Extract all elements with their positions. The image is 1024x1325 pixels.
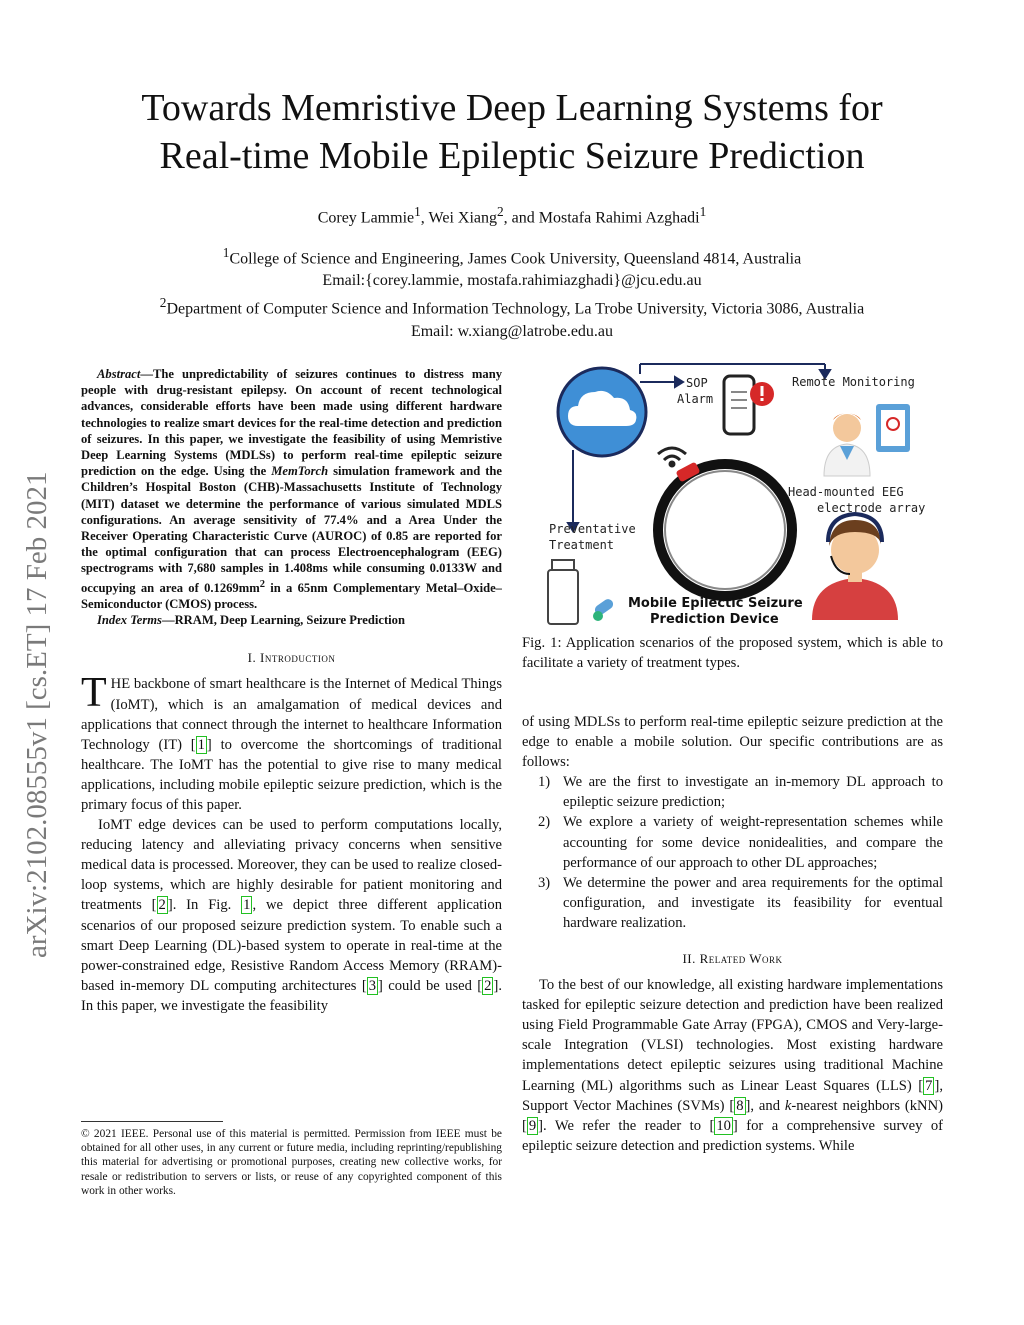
section-heading-text: I. Introduction <box>247 650 336 666</box>
paragraph-text: HE backbone of smart healthcare is the Internet of Medical Things (IoMT), which is an amalgamation of medical devices and applications that connect through the internet to healthcare Information Technology (IT) <box>81 676 502 753</box>
math-k: k <box>784 1097 792 1114</box>
author-3: Mostafa Rahimi Azghadi <box>538 209 700 227</box>
intro-continuation <box>522 712 943 772</box>
list-item <box>522 812 943 872</box>
affil-mark: 2 <box>496 204 504 219</box>
citation-link[interactable]: 7 <box>925 1077 933 1094</box>
paragraph-text: to overcome the shortcomings of traditional healthcare. The IoMT has the potential to give rise to many medical applications, including mobile epileptic seizure prediction, which is the primary focus of this paper. <box>81 736 503 813</box>
eeg-label: electrode array <box>817 501 926 515</box>
figure-link[interactable]: 1 <box>243 897 251 914</box>
memtorch-name: MemTorch <box>271 464 329 479</box>
phone-alarm-icon <box>724 376 774 434</box>
affiliations <box>60 242 964 343</box>
paragraph-text: . We refer the reader to <box>543 1117 701 1134</box>
citation-link[interactable]: 1 <box>197 736 205 753</box>
paragraph-text: , and <box>750 1097 780 1114</box>
index-terms: RRAM, Deep Learning, Seizure Prediction <box>174 613 405 628</box>
affil-mark: 1 <box>222 245 230 260</box>
patient-icon <box>812 514 898 620</box>
citation-link[interactable]: 3 <box>368 977 376 994</box>
abstract-text: simulation framework and the Children’s Hospital Boston (CHB)-Massachusetts Institute of Technology (MIT) dataset we determine the performance of various simulated MDLS configurations. An average sensitivity of 77.4% and a Area Under the Receiver Operating Characteristic Curve (AUROC) of 0.85 are reported for the optimal configuration that can process Electroencephalogram (EEG) spectrograms with 7,680 samples in 1.408ms while consuming 0.0133W and occupying an area of 0.1269mm <box>81 464 502 595</box>
citation-link[interactable]: 10 <box>716 1117 731 1134</box>
affil-mark: 1 <box>699 204 707 219</box>
paragraph-text: . In Fig. <box>172 897 232 914</box>
title-line-1: Towards Memristive Deep Learning Systems for <box>141 87 883 129</box>
email-1: Email:{corey.lammie, mostafa.rahimiazghadi}@jcu.edu.au <box>322 272 702 290</box>
paragraph-text: could be used <box>388 977 472 994</box>
sop-alarm-label: Alarm <box>677 392 714 406</box>
paragraph-text: . In this paper, we investigate the feasibility <box>81 977 502 1014</box>
drop-cap: T <box>81 670 107 717</box>
abstract-text: in a 65nm Complementary Metal–Oxide–Semiconductor (CMOS) process. <box>81 580 502 612</box>
list-item <box>522 772 943 812</box>
list-number: 3) <box>538 874 551 891</box>
index-terms-label: Index Terms <box>97 613 162 628</box>
left-column <box>81 366 502 1016</box>
introduction-text: THE backbone of smart healthcare is the Internet of Medical Things (IoMT), which is an amalgamation of medical devices and applications that connect through the internet to healthcare Information Technology (IT) [ 1 ] to overcome the shortcomings of traditional healthcare. The IoMT has the potential to give rise to many medical applications, including mobile epileptic seizure prediction, which is the primary focus of this paper. IoMT edge devices can be used to perform computations locally, reducing latency and alleviating privacy concerns when sensitive medical data is processed. Moreover, they can be used to realize closed-loop systems, which are highly desirable for patient monitoring and treatments [ 2 ]. In Fig. 1 , we depict three different application scenarios of our proposed seizure prediction system. To enable such a smart Deep Learning (DL)-based system to operate in real-time at the power-constrained edge, Resistive Random Access Memory (RRAM)-based in-memory DL computing architectures [ 3 ] could be used [ 2 ]. In this paper, we investigate the feasibility <box>81 670 503 1014</box>
paragraph-text: -nearest neighbors (kNN) <box>791 1097 943 1114</box>
device-label: Mobile Epilectic Seizure <box>628 596 803 611</box>
preventative-treatment-label: Preventative <box>549 522 636 536</box>
citation-link[interactable]: 2 <box>158 897 166 914</box>
paragraph-text: for a comprehensive survey of epileptic seizure detection and prediction systems. While <box>522 1117 943 1154</box>
eeg-label: Head-mounted EEG <box>788 485 904 499</box>
affil-mark: 1 <box>414 204 421 219</box>
right-column <box>522 712 943 1156</box>
affiliation-2: Department of Computer Science and Information Technology, La Trobe University, Victoria 3086, Australia <box>166 300 865 318</box>
author-list: Corey Lammie$^1$, Wei Xiang$^2$, and Mostafa Rahimi Azghadi$^1$ <box>317 204 707 227</box>
citation-link[interactable]: 2 <box>484 977 492 994</box>
citation-link[interactable]: 8 <box>736 1097 744 1114</box>
figure-1 <box>540 360 940 634</box>
figure-1-caption: Fig. 1: Application scenarios of the proposed system, which is able to facilitate a variety of treatment types. <box>522 635 943 671</box>
abstract: Abstract—The unpredictability of seizures continues to distress many people with drug-resistant epilepsy. On account of recent technological advances, considerable efforts have been made using different hardware technologies to realize smart devices for the real-time detection and prediction of seizures. In this paper, we investigate the feasibility of using Memristive Deep Learning Systems (MDLSs) to perform real-time epileptic seizure prediction on the edge. Using the MemTorch simulation framework and the Children’s Hospital Boston (CHB)-Massachusetts Institute of Technology (MIT) dataset we determine the performance of various simulated MDLS configurations. An average sensitivity of 77.4% and a Area Under the Receiver Operating Characteristic Curve (AUROC) of 0.85 are reported for the optimal configuration that can process Electroencephalogram (EEG) spectrograms with 7,680 samples in 1.408ms while consuming 0.0133W and occupying an area of $0.1269mm^2$ in a 65nm Complementary Metal–Oxide–Semiconductor (CMOS) process. Index Terms—RRAM, Deep Learning, Seizure Prediction <box>81 367 502 628</box>
abstract-label: Abstract <box>97 367 141 381</box>
pill-icon <box>593 597 615 621</box>
list-item-text: We explore a variety of weight-representation schemes while accounting for some device nonidealities, and compare the performance of our approach to other DL approaches; <box>563 814 943 871</box>
paragraph-text: To the best of our knowledge, all existing hardware implementations tasked for epileptic seizure detection and prediction have been realized using Field Programmable Gate Array (FPGA), CMOS and Very-large-scale Integration (VLSI) technologies. Most existing hardware implementations detect epileptic seizures using traditional Machine Learning (ML) algorithms such as Linear Least Squares (LLS) <box>522 977 943 1094</box>
footnote-rule <box>81 1121 223 1122</box>
list-number: 1) <box>538 774 551 791</box>
section-heading-related-work <box>522 951 943 967</box>
author-1: Corey Lammie <box>317 209 415 227</box>
eeg-headband-device <box>658 462 792 596</box>
list-item <box>522 873 943 933</box>
author-2: Wei Xiang <box>428 209 497 227</box>
preventative-treatment-label: Treatment <box>549 538 615 552</box>
email-2: Email: w.xiang@latrobe.edu.au <box>410 322 614 340</box>
paragraph-text: , we depict three different application scenarios of our proposed seizure prediction system. To enable such a smart Deep Learning (DL)-based system to operate in real-time at the power-constrained edge, Resistive Random Access Memory (RRAM)-based in-memory DL computing architectures <box>81 897 503 994</box>
remote-monitoring-label: Remote Monitoring <box>792 375 915 389</box>
device-label: Prediction Device <box>650 612 779 627</box>
abstract-text: The unpredictability of seizures continues to distress many people with drug-resistant epilepsy. On account of recent technological advances, considerable efforts have been made using different hardware technologies to realize smart devices for the real-time detection and prediction of seizures. In this paper, we investigate the feasibility of using Memristive Deep Learning Systems (MDLSs) to perform real-time epileptic seizure prediction on the edge. Using the <box>81 367 502 479</box>
arxiv-identifier: arXiv:2102.08555v1 [cs.ET] 17 Feb 2021 <box>21 471 53 958</box>
list-item-text: We determine the power and area requirements for the optimal configuration, and investigate its feasibility for eventual hardware realization. <box>563 874 943 931</box>
related-work-text: To the best of our knowledge, all existing hardware implementations tasked for epileptic seizure detection and prediction have been realized using Field Programmable Gate Array (FPGA), CMOS and Very-large-scale Integration (VLSI) technologies. Most existing hardware implementations detect epileptic seizures using traditional Machine Learning (ML) algorithms such as Linear Least Squares (LLS) [ 7 ], Support Vector Machines (SVMs) [ 8 ], and k-nearest neighbors (kNN) [ 9 ]. We refer the reader to [ 10 ] for a comprehensive survey of epileptic seizure detection and prediction systems. While <box>522 977 943 1154</box>
paragraph-text: IoMT edge devices can be used to perform computations locally, reducing latency and alleviating privacy concerns when sensitive medical data is processed. Moreover, they can be used to realize closed-loop systems, which are highly desirable for patient monitoring and treatments <box>81 817 502 914</box>
paragraph-text: , Support Vector Machines (SVMs) <box>522 1077 943 1114</box>
section-heading-introduction <box>81 650 502 666</box>
list-item-text: We are the first to investigate an in-memory DL approach to epileptic seizure prediction; <box>563 774 943 811</box>
title-line-2: Real-time Mobile Epileptic Seizure Prediction <box>159 135 865 177</box>
paper-title <box>60 84 964 180</box>
copyright-footnote: © 2021 IEEE. Personal use of this material is permitted. Permission from IEEE must be obtained for all other uses, in any current or future media, including reprinting/republishing this material for advertising or promotional purposes, creating new collective works, for resale or redistribution to servers or lists, or reuse of any copyrighted component of this work in other works. <box>81 1128 502 1197</box>
paragraph-text: of using MDLSs to perform real-time epileptic seizure prediction at the edge to enable a mobile solution. Our specific contributions are as follows: <box>522 714 943 771</box>
citation-link[interactable]: 9 <box>528 1117 537 1134</box>
list-number: 2) <box>538 814 551 831</box>
affil-mark: 2 <box>159 295 167 311</box>
section-heading-text: II. Related Work <box>682 951 783 967</box>
affiliation-1: College of Science and Engineering, James Cook University, Queensland 4814, Australia <box>229 250 802 268</box>
sop-alarm-label: SOP <box>686 376 708 390</box>
contributions-list <box>522 772 943 933</box>
medicine-bottle-icon <box>548 560 578 624</box>
figure-1-diagram <box>540 360 940 634</box>
wireless-signal-icon <box>658 448 686 466</box>
cloud-icon <box>558 368 646 456</box>
doctor-icon <box>824 404 910 476</box>
